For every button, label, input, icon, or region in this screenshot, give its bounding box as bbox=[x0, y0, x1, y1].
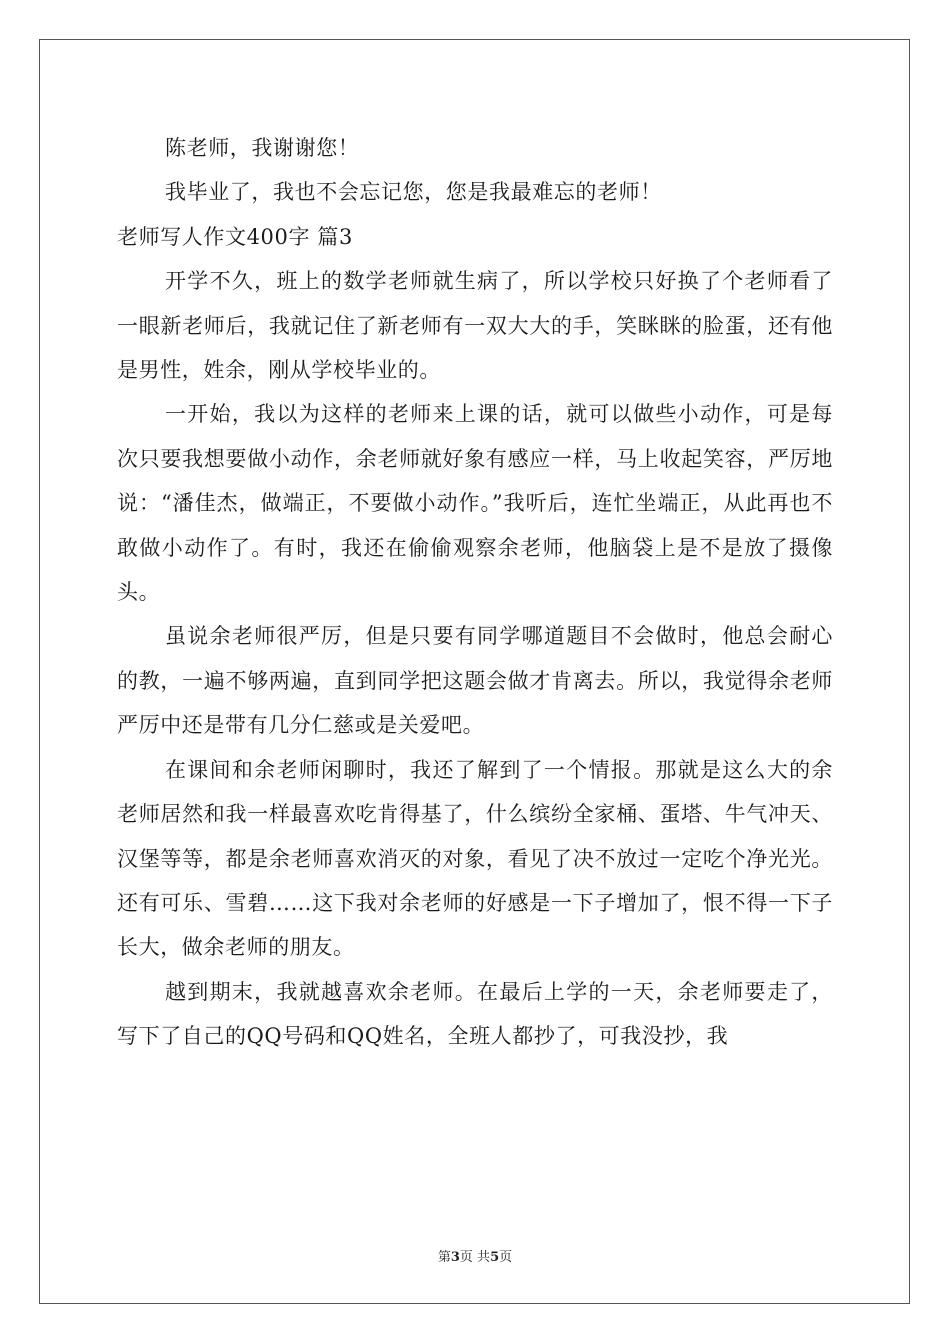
paragraph: 虽说余老师很严厉，但是只要有同学哪道题目不会做时，他总会耐心的教，一遍不够两遍，直到同学把这题会做才肯离去。所以，我觉得余老师严厉中还是带有几分仁慈或是关爱吧。 bbox=[117, 624, 833, 738]
page-footer bbox=[0, 1246, 950, 1265]
paragraph: 越到期末，我就越喜欢余老师。在最后上学的一天，余老师要走了，写下了自己的QQ号码和QQ姓名，全班人都抄了，可我没抄，我 bbox=[117, 979, 833, 1049]
footer-prefix: 第 bbox=[437, 1250, 451, 1265]
current-page-number: 3 bbox=[450, 1250, 460, 1265]
paragraph: 陈老师，我谢谢您！ bbox=[165, 136, 360, 160]
paragraph: 我毕业了，我也不会忘记您，您是我最难忘的老师！ bbox=[165, 180, 662, 205]
paragraph: 开学不久，班上的数学老师就生病了，所以学校只好换了个老师看了一眼新老师后，我就记住了新老师有一双大大的手，笑眯眯的脸蛋，还有他是男性，姓余，刚从学校毕业的。 bbox=[117, 269, 833, 383]
section-heading: 老师写人作文400字 篇3 bbox=[117, 224, 353, 249]
paragraph: 在课间和余老师闲聊时，我还了解到了一个情报。那就是这么大的余老师居然和我一样最喜欢吃肯得基了，什么缤纷全家桶、蛋塔、牛气冲天、汉堡等等，都是余老师喜欢消灭的对象，看见了决不放过一定吃个净光光。还有可乐、雪碧……这下我对余老师的好感是一下子增加了，恨不得一下子长大，做余老师的朋友。 bbox=[117, 757, 833, 960]
document-body bbox=[117, 126, 833, 1059]
total-page-number: 5 bbox=[490, 1250, 500, 1265]
paragraph: 一开始，我以为这样的老师来上课的话，就可以做些小动作，可是每次只要我想要做小动作，余老师就好象有感应一样，马上收起笑容，严厉地说：“潘佳杰，做端正，不要做小动作。”我听后，连忙坐端正，从此再也不敢做小动作了。有时，我还在偷偷观察余老师，他脑袋上是不是放了摄像头。 bbox=[117, 402, 833, 605]
footer-mid: 页 共 bbox=[459, 1250, 491, 1265]
footer-suffix: 页 bbox=[499, 1250, 513, 1265]
